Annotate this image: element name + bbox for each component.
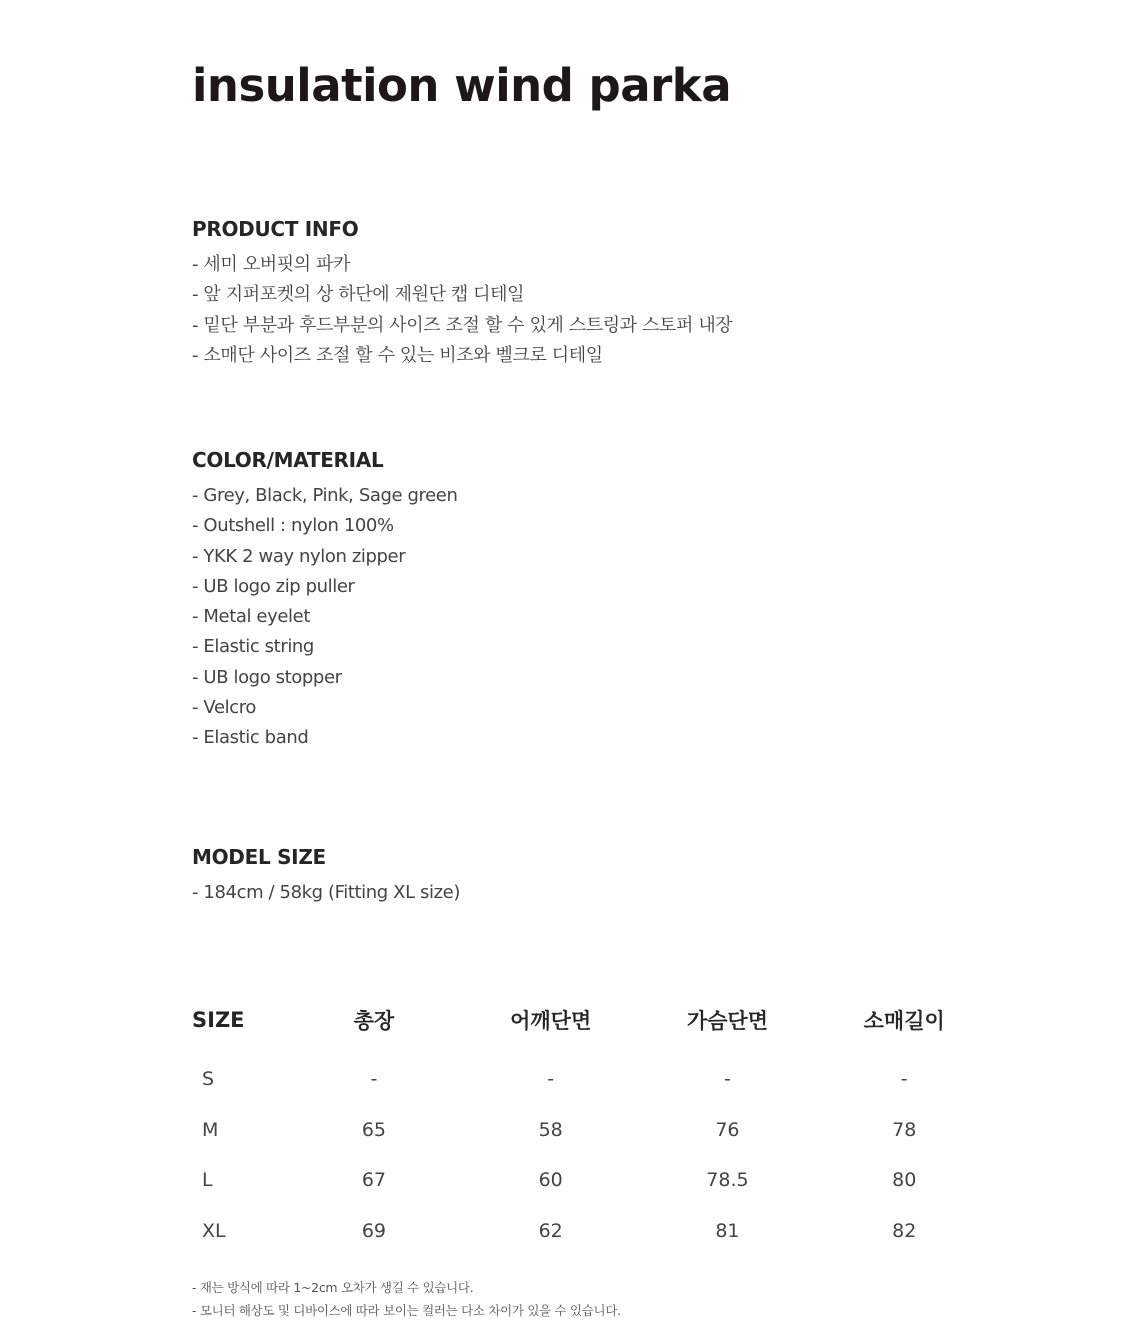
value-cell: 65: [361, 1118, 387, 1141]
size-table-header: SIZE: [192, 1008, 245, 1032]
table-row: [180, 1155, 980, 1206]
value-cell: 78.5: [706, 1169, 749, 1192]
size-cell: XL: [202, 1219, 226, 1242]
product-info-item: - 앞 지퍼포켓의 상 하단에 제원단 캡 디테일: [192, 280, 732, 310]
value-cell: -: [900, 1068, 908, 1091]
color-material-item: - Elastic band: [192, 723, 458, 753]
size-cell: M: [202, 1118, 219, 1141]
size-table-header: 어깨단면: [510, 1009, 592, 1033]
value-cell: -: [547, 1068, 555, 1091]
value-cell: 82: [892, 1219, 917, 1242]
color-material-item: - Metal eyelet: [192, 602, 458, 632]
product-info-list: [192, 250, 732, 371]
model-size-list: [192, 878, 460, 908]
color-material-section: [192, 447, 458, 754]
value-cell: 76: [715, 1118, 740, 1141]
product-title: insulation wind parka: [192, 59, 732, 112]
size-table-header-row: [180, 1000, 980, 1040]
color-material-item: - Velcro: [192, 693, 458, 723]
color-material-item: - UB logo zip puller: [192, 572, 458, 602]
color-material-heading: COLOR/MATERIAL: [192, 448, 384, 472]
table-row: [180, 1206, 980, 1257]
measurement-notes: [192, 1276, 621, 1322]
model-size-section: [192, 844, 460, 908]
product-info-section: [192, 216, 732, 371]
size-table: [180, 1000, 980, 1256]
color-material-item: - UB logo stopper: [192, 663, 458, 693]
table-row: [180, 1054, 980, 1105]
value-cell: 62: [538, 1219, 563, 1242]
value-cell: 81: [715, 1219, 740, 1242]
table-row: [180, 1105, 980, 1156]
note-item: - 모니터 해상도 및 디바이스에 따라 보이는 컬러는 다소 차이가 있을 수 있습니다.: [192, 1299, 621, 1322]
value-cell: 78: [892, 1118, 917, 1141]
product-info-heading: PRODUCT INFO: [192, 217, 359, 241]
size-cell: S: [202, 1068, 215, 1091]
size-table-header: 소매길이: [863, 1009, 945, 1033]
value-cell: 67: [361, 1169, 387, 1192]
color-material-item: - YKK 2 way nylon zipper: [192, 542, 458, 572]
color-material-item: - Grey, Black, Pink, Sage green: [192, 481, 458, 511]
color-material-item: - Elastic string: [192, 632, 458, 662]
product-info-item: - 밑단 부분과 후드부분의 사이즈 조절 할 수 있게 스트링과 스토퍼 내장: [192, 311, 732, 341]
model-size-item: - 184cm / 58kg (Fitting XL size): [192, 878, 460, 908]
note-item: - 재는 방식에 따라 1~2cm 오차가 생길 수 있습니다.: [192, 1276, 621, 1299]
value-cell: -: [370, 1068, 378, 1091]
size-table-header: 가슴단면: [686, 1009, 769, 1033]
color-material-item: - Outshell : nylon 100%: [192, 511, 458, 541]
value-cell: 58: [538, 1118, 563, 1141]
size-table-header: 총장: [353, 1009, 395, 1033]
value-cell: -: [724, 1068, 731, 1091]
model-size-heading: MODEL SIZE: [192, 845, 326, 869]
value-cell: 60: [538, 1169, 563, 1192]
color-material-list: [192, 481, 458, 754]
product-info-item: - 소매단 사이즈 조절 할 수 있는 비조와 벨크로 디테일: [192, 341, 732, 371]
value-cell: 80: [892, 1169, 917, 1192]
size-cell: L: [202, 1169, 213, 1192]
product-info-item: - 세미 오버핏의 파카: [192, 250, 732, 280]
table-spacer: [180, 1040, 980, 1054]
value-cell: 69: [361, 1219, 387, 1242]
